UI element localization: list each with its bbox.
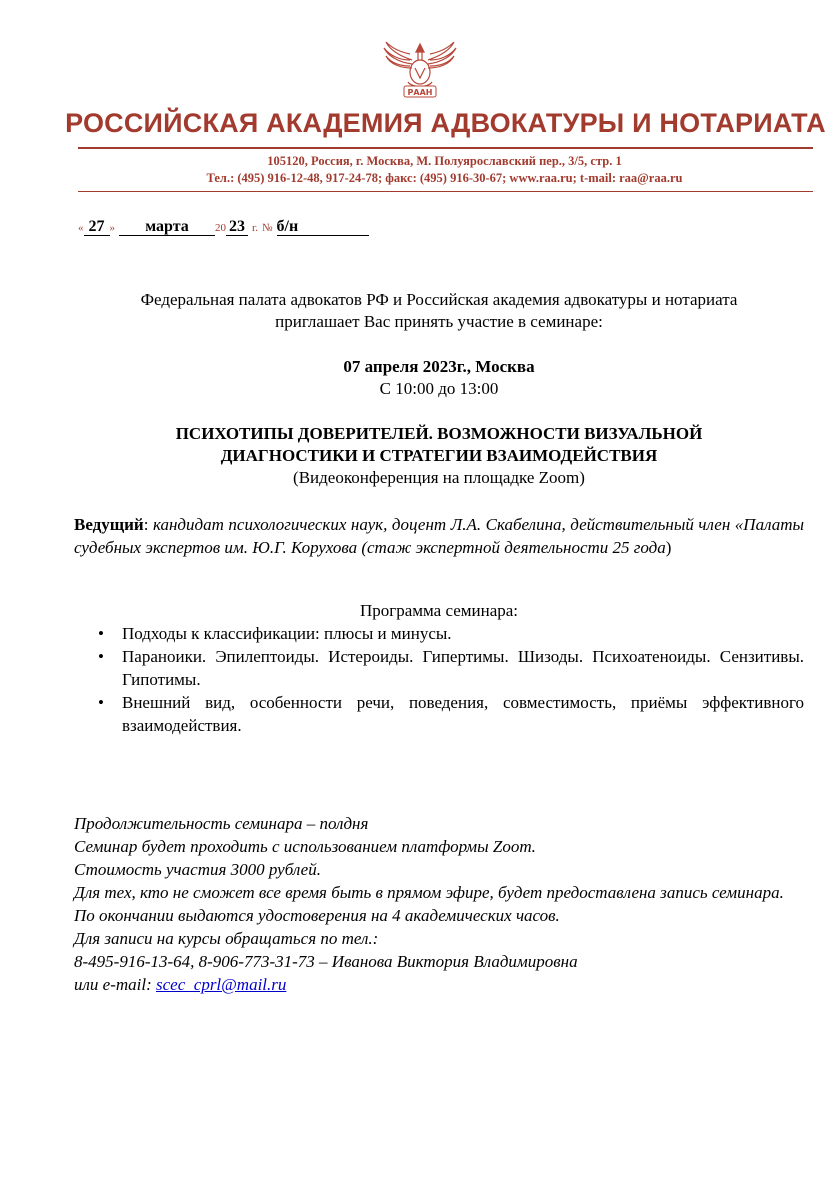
- header-divider-top: [78, 147, 813, 149]
- invitation-text: [74, 289, 804, 333]
- date-close-quote: »: [109, 222, 115, 234]
- note-certificate: По окончании выдаются удостоверения на 4 академических часов.: [74, 906, 560, 925]
- note-phones: 8-495-916-13-64, 8-906-773-31-73 – Иванова Виктория Владимировна: [74, 952, 578, 971]
- program-title: Программа семинара:: [359, 601, 519, 620]
- seminar-notes: [74, 812, 804, 996]
- note-signup: Для записи на курсы обращаться по тел.:: [74, 929, 379, 948]
- organization-name: РОССИЙСКАЯ АКАДЕМИЯ АДВОКАТУРЫ И НОТАРИАТА: [65, 108, 826, 138]
- lecturer-description: кандидат психологических наук, доцент Л.А. Скабелина, действительный член «Палаты судебных экспертов им. Ю.Г. Корухова (стаж экспертной деятельности 25 года: [74, 515, 804, 557]
- note-duration: Продолжительность семинара – полдня: [74, 814, 369, 833]
- note-email: [74, 973, 804, 996]
- email-prefix: или e-mail:: [74, 975, 157, 994]
- date-year-abbr: г.: [252, 222, 259, 234]
- lecturer-info: Ведущий: кандидат психологических наук, доцент Л.А. Скабелина, действительный член «Палаты судебных экспертов им. Ю.Г. Корухова (стаж экспертной деятельности 25 года): [74, 515, 804, 557]
- seminar-title-line-1: ПСИХОТИПЫ ДОВЕРИТЕЛЕЙ. ВОЗМОЖНОСТИ ВИЗУАЛЬНОЙ: [175, 424, 703, 443]
- date-month: марта: [119, 218, 215, 236]
- program-list: [74, 622, 804, 737]
- note-recording: Для тех, кто не сможет все время быть в прямом эфире, будет предоставлена запись семинара.: [74, 883, 784, 902]
- date-year-prefix: 20: [215, 222, 226, 234]
- bullet-icon: •: [98, 624, 104, 643]
- bullet-icon: •: [98, 647, 104, 666]
- date-year-suffix: 23: [226, 218, 248, 236]
- lecturer-label: Ведущий: [74, 515, 144, 534]
- event-time: С 10:00 до 13:00: [379, 379, 499, 398]
- email-link[interactable]: scec_cprl@mail.ru: [156, 975, 287, 994]
- seminar-format: (Видеоконференция на площадке Zoom): [293, 468, 585, 487]
- invitation-line-1: Федеральная палата адвокатов РФ и Российская академия адвокатуры и нотариата: [140, 290, 738, 309]
- invitation-line-2: приглашает Вас принять участие в семинаре:: [275, 312, 603, 331]
- organization-address: 105120, Россия, г. Москва, М. Полуярославский пер., 3/5, стр. 1: [267, 154, 622, 168]
- date-open-quote: «: [78, 222, 84, 234]
- academy-emblem-logo: [382, 38, 458, 102]
- organization-contacts: Тел.: (495) 916-12-48, 917-24-78; факс: (495) 916-30-67; www.raa.ru; t-mail: raa@raa.ru: [206, 171, 683, 185]
- header-divider-bottom: [78, 191, 813, 192]
- document-date-number: [78, 218, 369, 236]
- note-platform: Семинар будет проходить с использованием платформы Zoom.: [74, 837, 536, 856]
- list-item: • Подходы к классификации: плюсы и минусы.: [98, 624, 452, 643]
- seminar-title: [74, 423, 804, 467]
- list-item: • Параноики. Эпилептоиды. Истероиды. Гипертимы. Шизоды. Психоатеноиды. Сензитивы. Гипотимы.: [98, 647, 804, 689]
- date-day: 27: [84, 218, 110, 236]
- logo-text: РААН: [407, 88, 433, 97]
- event-date-place: 07 апреля 2023г., Москва: [343, 357, 535, 376]
- document-number: б/н: [277, 218, 369, 236]
- note-price: Стоимость участия 3000 рублей.: [74, 860, 321, 879]
- list-item: • Внешний вид, особенности речи, поведения, совместимость, приёмы эффективного взаимодействия.: [98, 693, 804, 735]
- bullet-icon: •: [98, 693, 104, 712]
- seminar-title-line-2: ДИАГНОСТИКИ И СТРАТЕГИИ ВЗАИМОДЕЙСТВИЯ: [220, 446, 658, 465]
- number-sign: №: [262, 222, 273, 234]
